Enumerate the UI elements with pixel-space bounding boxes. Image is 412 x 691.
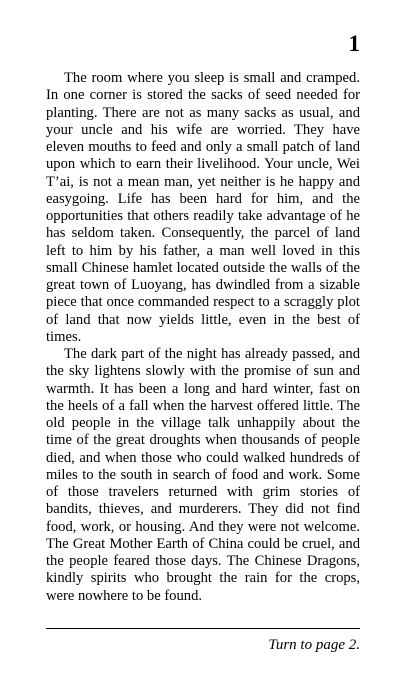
footer-divider <box>46 628 360 629</box>
story-paragraph: The room where you sleep is small and cramped. In one corner is stored the sacks of seed needed for planting. There are not as many sacks as usual, and your uncle and his wife are worried. They have eleven mouths to feed and only a small patch of land upon which to earn their livelihood. Your uncle, Wei T’ai, is not a mean man, yet neither is he happy and easygoing. Life has been hard for him, and the opportunities that others readily take advantage of he has seldom taken. Consequently, the parcel of land left to him by his father, a man well loved in this small Chinese hamlet located outside the walls of the great town of Luoyang, has dwindled from a sizable piece that once commanded respect to a scraggly plot of land that now yields little, even in the best of times. <box>46 70 360 345</box>
turn-to-page-link[interactable]: Turn to page 2. <box>268 637 360 653</box>
story-text <box>46 70 360 605</box>
page-number: 1 <box>348 31 360 56</box>
story-paragraph: The dark part of the night has already passed, and the sky lightens slowly with the promise of sun and warmth. It has been a long and hard winter, fast on the heels of a fall when the harvest offered little. The old people in the village talk unhappily about the time of the great droughts when thousands of people died, and when those who could walked hundreds of miles to the south in search of food and work. Some of those travelers returned with grim stories of bandits, thieves, and murderers. They did not find food, work, or housing. And they were not welcome. The Great Mother Earth of China could be cruel, and the people feared those days. The Chinese Dragons, kindly spirits who brought the rain for the crops, were nowhere to be found. <box>46 346 360 604</box>
